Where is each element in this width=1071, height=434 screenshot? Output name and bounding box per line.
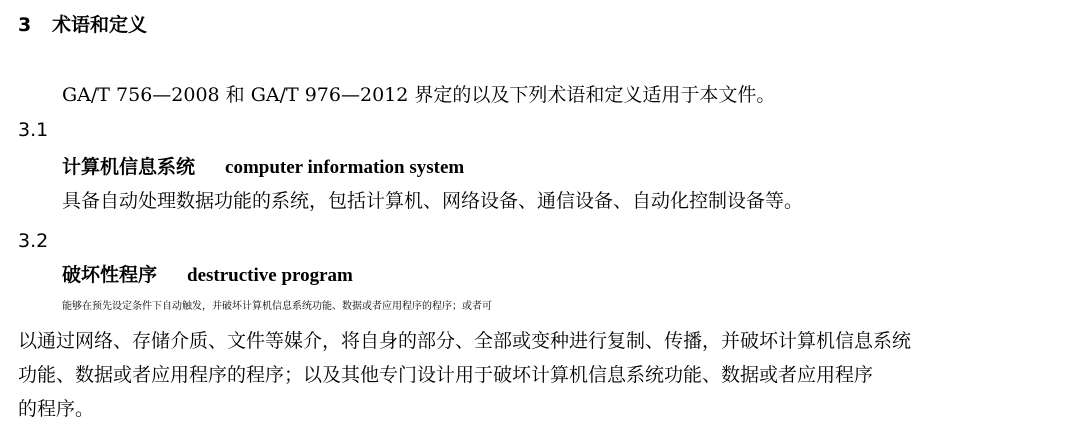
term-definition-line-1: 能够在预先设定条件下自动触发，并破坏计算机信息系统功能、数据或者应用程序的程序；或者可	[62, 301, 492, 312]
term-en: computer information system	[225, 157, 465, 178]
term-definition-line-3: 功能、数据或者应用程序的程序；以及其他专门设计用于破坏计算机信息系统功能、数据或者应用程序	[18, 364, 874, 386]
section-number: 3	[18, 14, 32, 36]
term-number-3-2: 3.2	[18, 230, 49, 252]
term-3-2	[62, 260, 353, 291]
term-3-1	[62, 152, 464, 183]
section-heading	[18, 10, 147, 40]
term-definition-line-2: 以通过网络、存储介质、文件等媒介，将自身的部分、全部或变种进行复制、传播，并破坏计算机信息系统	[18, 330, 912, 352]
term-zh: 破坏性程序	[62, 264, 158, 286]
section-intro: GA/T 756—2008 和 GA/T 976—2012 界定的以及下列术语和定义适用于本文件。	[62, 84, 776, 106]
term-definition-line-4: 的程序。	[18, 398, 95, 420]
term-en: destructive program	[187, 265, 353, 286]
term-number-3-1: 3.1	[18, 119, 49, 141]
section-title: 术语和定义	[52, 14, 148, 36]
term-definition: 具备自动处理数据功能的系统，包括计算机、网络设备、通信设备、自动化控制设备等。	[62, 190, 804, 212]
term-zh: 计算机信息系统	[62, 156, 196, 178]
